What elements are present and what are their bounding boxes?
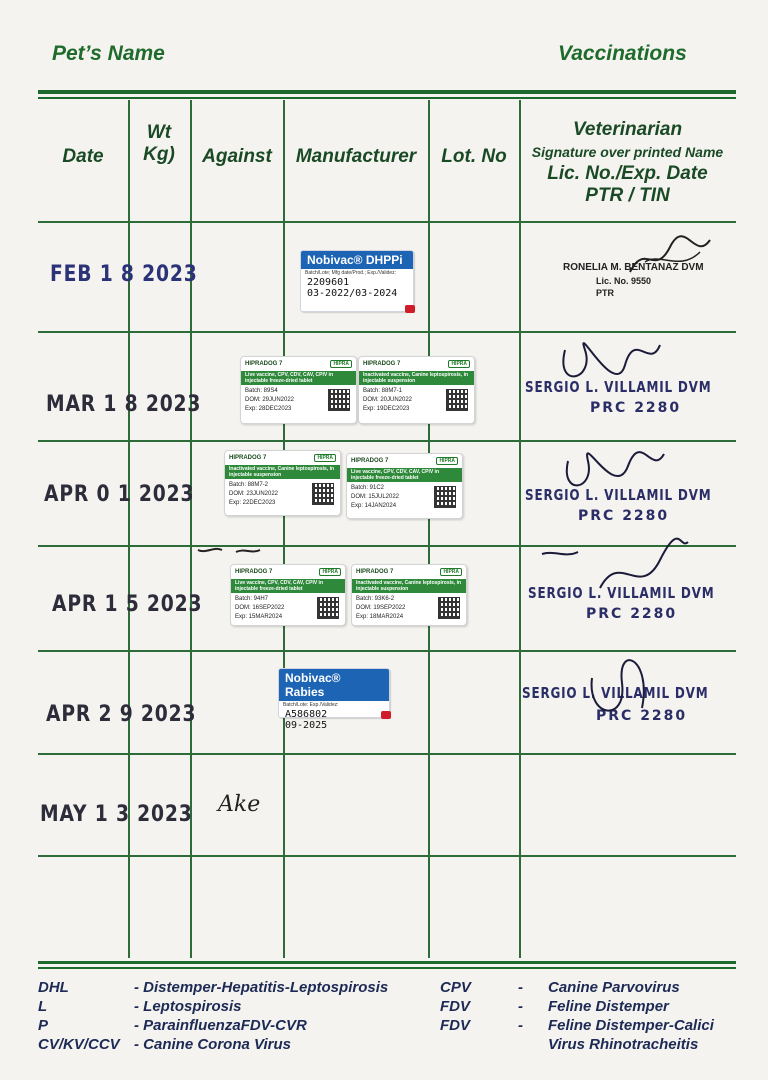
hipra-exp: Exp: 14JAN2024 bbox=[351, 503, 397, 509]
hipra-batch: Batch: 94H7 bbox=[235, 596, 269, 602]
legend-item: DHL - Distemper-Hepatitis-Leptospirosis bbox=[38, 979, 389, 996]
hipra-logo-icon: HIPRA bbox=[330, 360, 352, 368]
vaccinations-label: Vaccinations bbox=[558, 42, 687, 65]
hipra-batch: Batch: 89S4 bbox=[245, 388, 278, 394]
weight-line2: Kg) bbox=[143, 144, 175, 165]
nobivac-dhppi-sticker bbox=[300, 250, 414, 312]
hipra-batch: Batch: 88M7-1 bbox=[363, 388, 403, 394]
row-date: APR 1 5 2023 bbox=[52, 592, 203, 617]
hipra-logo-icon: HIPRA bbox=[436, 457, 458, 465]
row-date: MAY 1 3 2023 bbox=[40, 802, 193, 827]
hipra-exp: Exp: 28DEC2023 bbox=[245, 406, 292, 412]
hipra-batch: Batch: 93K6-2 bbox=[356, 596, 395, 602]
hipra-batch: Batch: 91C2 bbox=[351, 485, 385, 491]
against-handwriting: Ake bbox=[218, 792, 261, 817]
row-date: APR 2 9 2023 bbox=[46, 702, 197, 727]
row-date: APR 0 1 2023 bbox=[44, 482, 195, 507]
hipra-dom: DOM: 15JUL2022 bbox=[351, 494, 400, 500]
pen-mark bbox=[196, 544, 266, 558]
qr-code-icon bbox=[438, 597, 460, 619]
qr-code-icon bbox=[317, 597, 339, 619]
hipradog-sticker bbox=[351, 564, 467, 626]
sticker-batch: 2209601 bbox=[307, 277, 350, 288]
legend-item: CV/KV/CCV - Canine Corona Virus bbox=[38, 1036, 291, 1053]
legend-left bbox=[38, 978, 388, 1054]
qr-code-icon bbox=[312, 483, 334, 505]
vet-line1: Veterinarian bbox=[572, 119, 683, 140]
legend-item: FDV - Feline Distemper-Calici bbox=[440, 1017, 714, 1034]
hipra-description: Live vaccine, CPV, CDV, CAV, CPIV in injectable freeze-dried tablet bbox=[231, 579, 345, 593]
vet-stamp-prc: PRC 2280 bbox=[590, 400, 682, 416]
hipra-batch: Batch: 88M7-2 bbox=[229, 482, 269, 488]
qr-code-icon bbox=[446, 389, 468, 411]
hipra-description: Inactivated vaccine, Canine leptospirosis, in injectable suspension bbox=[359, 371, 474, 385]
hipra-logo-icon: HIPRA bbox=[314, 454, 336, 462]
weight-line1: Wt bbox=[146, 122, 172, 143]
hipradog-sticker bbox=[224, 450, 341, 516]
legend-item: Virus Rhinotracheitis bbox=[548, 1036, 699, 1053]
nobivac-rabies-sticker bbox=[278, 668, 390, 731]
hipra-dom: DOM: 20JUN2022 bbox=[363, 397, 413, 403]
column-header-manufacturer: Manufacturer bbox=[295, 146, 417, 167]
signature-scribble bbox=[560, 436, 670, 506]
sticker-meta: Batch/Lote; Mfg date/Prod.; Exp./Validez: bbox=[305, 270, 397, 276]
vet-line3: Lic. No./Exp. Date bbox=[547, 163, 708, 184]
hipra-dom: DOM: 23JUN2022 bbox=[229, 491, 279, 497]
grid-vline bbox=[428, 100, 430, 958]
grid-hline bbox=[38, 855, 736, 857]
hipra-brand: HIPRADOG 7 bbox=[363, 361, 401, 367]
grid-vline bbox=[283, 100, 285, 958]
bottom-rule bbox=[38, 961, 736, 964]
column-header-against: Against bbox=[202, 146, 272, 167]
grid-vline bbox=[128, 100, 130, 958]
hipra-logo-icon: HIPRA bbox=[440, 568, 462, 576]
hipradog-sticker bbox=[358, 356, 475, 424]
vet-stamp-name: SERGIO L. VILLAMIL DVM bbox=[525, 486, 712, 504]
hipradog-sticker bbox=[230, 564, 346, 626]
hipra-dom: DOM: 19SEP2022 bbox=[356, 605, 406, 611]
vet-line2: Signature over printed Name bbox=[531, 144, 724, 160]
vet-stamp-name: SERGIO L. VILLAMIL DVM bbox=[525, 378, 712, 396]
vet-ptr: PTR bbox=[596, 288, 614, 298]
hipra-dom: DOM: 29JUN2022 bbox=[245, 397, 295, 403]
sticker-title: Nobivac® DHPPi bbox=[301, 251, 413, 269]
hipra-brand: HIPRADOG 7 bbox=[356, 569, 394, 575]
legend-item: P - ParainfluenzaFDV-CVR bbox=[38, 1017, 307, 1034]
sticker-dates: 03-2022/03-2024 bbox=[307, 288, 398, 299]
hipradog-sticker bbox=[346, 453, 463, 519]
hipradog-sticker bbox=[240, 356, 357, 424]
sticker-corner bbox=[381, 711, 391, 719]
row-date: FEB 1 8 2023 bbox=[50, 262, 198, 287]
hipra-exp: Exp: 22DEC2023 bbox=[229, 500, 276, 506]
hipra-description: Inactivated vaccine, Canine leptospirosis, in injectable suspension bbox=[225, 465, 340, 479]
hipra-dom: DOM: 16SEP2022 bbox=[235, 605, 285, 611]
qr-code-icon bbox=[434, 486, 456, 508]
hipra-exp: Exp: 19DEC2023 bbox=[363, 406, 410, 412]
vet-stamp-prc: PRC 2280 bbox=[578, 508, 670, 524]
hipra-logo-icon: HIPRA bbox=[319, 568, 341, 576]
signature-scribble bbox=[540, 540, 690, 600]
column-header-lot: Lot. No bbox=[441, 146, 507, 167]
hipra-description: Live vaccine, CPV, CDV, CAV, CPIV in injectable freeze-dried tablet bbox=[241, 371, 356, 385]
grid-vline bbox=[190, 100, 192, 958]
vet-stamp-prc: PRC 2280 bbox=[586, 606, 678, 622]
vet-license: Lic. No. 9550 bbox=[596, 276, 652, 286]
hipra-description: Inactivated vaccine, Canine leptospirosis, in injectable suspension bbox=[352, 579, 466, 593]
pets-name-label: Pet’s Name bbox=[52, 42, 165, 65]
hipra-exp: Exp: 18MAR2024 bbox=[356, 614, 404, 620]
signature-scribble bbox=[582, 648, 662, 728]
sticker-expiry: 09-2025 bbox=[285, 720, 328, 731]
grid-hline bbox=[38, 753, 736, 755]
legend-item: L - Leptospirosis bbox=[38, 998, 242, 1015]
column-header-weight bbox=[130, 122, 188, 166]
vet-line4: PTR / TIN bbox=[585, 185, 670, 206]
vet-stamp-prc: PRC 2280 bbox=[596, 708, 688, 724]
sticker-batch: A586802 bbox=[285, 709, 328, 720]
top-rule-thin bbox=[38, 97, 736, 99]
legend-item: CPV - Canine Parvovirus bbox=[440, 979, 680, 996]
hipra-exp: Exp: 15MAR2024 bbox=[235, 614, 283, 620]
signature-scribble bbox=[625, 232, 715, 282]
signature-scribble bbox=[555, 330, 665, 405]
legend-right bbox=[440, 978, 714, 1054]
vet-name: RONELIA M. BENTANAZ DVM bbox=[563, 262, 704, 273]
column-header-date: Date bbox=[62, 146, 104, 167]
grid-vline bbox=[519, 100, 521, 958]
hipra-description: Live vaccine, CPV, CDV, CAV, CPIV in injectable freeze-dried tablet bbox=[347, 468, 462, 482]
column-header-veterinarian bbox=[521, 119, 734, 207]
vet-stamp-name: SERGIO L. VILLAMIL DVM bbox=[528, 584, 715, 602]
hipra-brand: HIPRADOG 7 bbox=[351, 458, 389, 464]
hipra-brand: HIPRADOG 7 bbox=[235, 569, 273, 575]
row-date: MAR 1 8 2023 bbox=[46, 392, 202, 417]
sticker-title: Nobivac® Rabies bbox=[279, 669, 389, 701]
hipra-brand: HIPRADOG 7 bbox=[245, 361, 283, 367]
hipra-brand: HIPRADOG 7 bbox=[229, 455, 267, 461]
sticker-meta: Batch/Lote: Exp./Validez: bbox=[283, 702, 339, 708]
legend-item: FDV - Feline Distemper bbox=[440, 998, 669, 1015]
grid-hline bbox=[38, 221, 736, 223]
top-rule bbox=[38, 90, 736, 94]
sticker-corner bbox=[405, 305, 415, 313]
hipra-logo-icon: HIPRA bbox=[448, 360, 470, 368]
qr-code-icon bbox=[328, 389, 350, 411]
vet-stamp-name: SERGIO L. VILLAMIL DVM bbox=[522, 684, 709, 702]
bottom-rule-thin bbox=[38, 967, 736, 969]
